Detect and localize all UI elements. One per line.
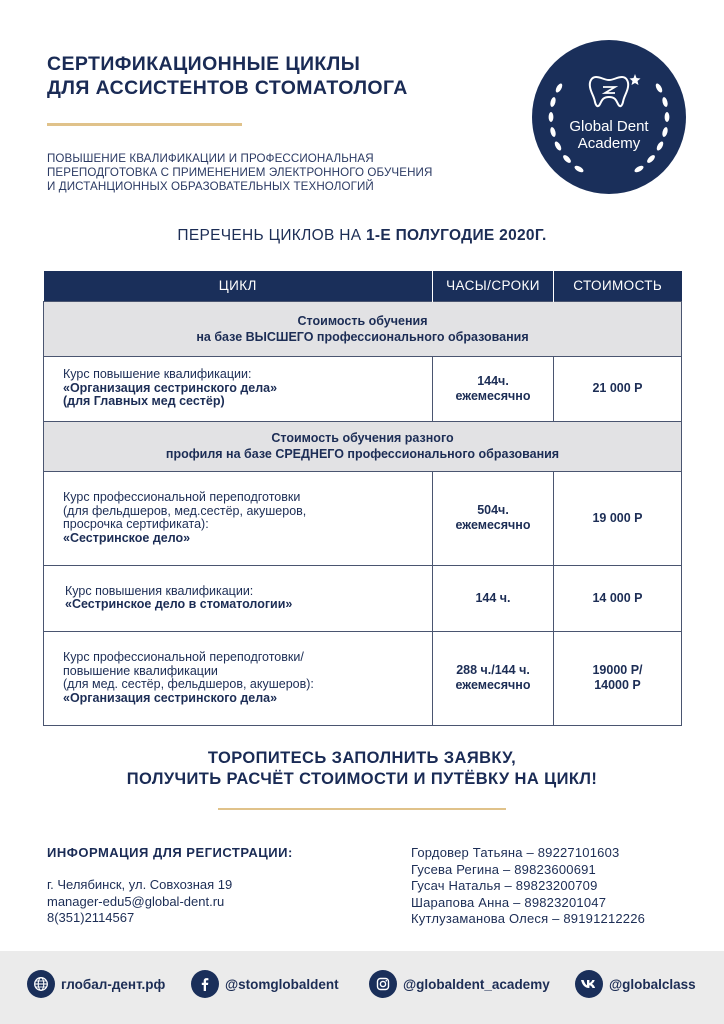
facebook-link[interactable] bbox=[191, 969, 339, 999]
course-text: (для фельдшеров, мед.сестёр, акушеров, bbox=[63, 503, 307, 518]
course-title: «Сестринское дело» bbox=[63, 530, 191, 545]
course-cell bbox=[44, 631, 433, 725]
price-value: 14 000 Р bbox=[592, 590, 643, 605]
cta-line: ПОЛУЧИТЬ РАСЧЁТ СТОИМОСТИ И ПУТЁВКУ НА ЦИКЛ! bbox=[126, 770, 598, 788]
page-subtitle bbox=[47, 152, 507, 194]
section-line: Стоимость обучения bbox=[297, 313, 428, 328]
table-row bbox=[44, 631, 682, 725]
vk-icon bbox=[575, 970, 603, 998]
instagram-icon bbox=[369, 970, 397, 998]
gold-divider bbox=[47, 123, 242, 126]
price-cell bbox=[554, 631, 682, 725]
hours-value: 504ч. bbox=[477, 503, 509, 517]
hours-cell bbox=[433, 631, 554, 725]
course-cell bbox=[44, 471, 433, 565]
course-text: Курс повышение квалификации: bbox=[63, 367, 252, 382]
instagram-label: @globaldent_academy bbox=[403, 976, 550, 992]
title-line: СЕРТИФИКАЦИОННЫЕ ЦИКЛЫ bbox=[47, 53, 361, 75]
hours-value: 288 ч./144 ч. bbox=[456, 663, 530, 677]
course-text: просрочка сертификата): bbox=[63, 517, 209, 531]
hours-cell bbox=[433, 565, 554, 631]
course-cell bbox=[44, 356, 433, 421]
subtitle-line: ПОВЫШЕНИЕ КВАЛИФИКАЦИИ И ПРОФЕССИОНАЛЬНАЯ bbox=[47, 152, 374, 165]
globe-icon bbox=[27, 970, 55, 998]
contact-item: Кутлузаманова Олеся – 89191212226 bbox=[411, 911, 646, 926]
logo-line: Academy bbox=[577, 135, 641, 152]
column-header-cycle: ЦИКЛ bbox=[44, 271, 433, 301]
list-heading-bold: 1-Е ПОЛУГОДИЕ 2020Г. bbox=[365, 227, 547, 244]
title-line: ДЛЯ АССИСТЕНТОВ СТОМАТОЛОГА bbox=[47, 77, 408, 99]
hours-cell bbox=[433, 356, 554, 421]
table-row bbox=[44, 356, 682, 421]
price-cell bbox=[554, 356, 682, 421]
course-text: Курс повышения квалификации: bbox=[65, 583, 254, 598]
page-title bbox=[47, 52, 517, 100]
logo-text bbox=[532, 118, 686, 152]
price-cell bbox=[554, 471, 682, 565]
price-value: 21 000 Р bbox=[592, 381, 643, 395]
tooth-laurel-logo-icon bbox=[532, 40, 686, 194]
registration-info bbox=[47, 877, 232, 927]
contact-item: Шарапова Анна – 89823201047 bbox=[411, 894, 607, 910]
gold-divider bbox=[218, 808, 506, 810]
phone-number[interactable]: 8(351)2114567 bbox=[47, 910, 135, 925]
course-text: (для мед. сестёр, фельдшеров, акушеров): bbox=[63, 677, 314, 691]
price-value: 19000 Р/ bbox=[592, 663, 643, 677]
instagram-link[interactable] bbox=[369, 969, 550, 999]
call-to-action bbox=[0, 748, 724, 790]
cycles-table bbox=[43, 271, 682, 726]
course-title: «Организация сестринского дела» bbox=[63, 690, 278, 705]
hours-value: ежемесячно bbox=[455, 678, 531, 692]
course-text: Курс профессиональной переподготовки/ bbox=[63, 650, 304, 664]
column-header-hours: ЧАСЫ/СРОКИ bbox=[433, 271, 554, 301]
facebook-label: @stomglobaldent bbox=[225, 976, 339, 992]
section-line: профиля на базе СРЕДНЕГО профессионального образования bbox=[165, 447, 560, 461]
list-heading-prefix: ПЕРЕЧЕНЬ ЦИКЛОВ НА bbox=[177, 227, 366, 244]
course-title: (для Главных мед сестёр) bbox=[63, 394, 225, 409]
section-secondary-education bbox=[44, 421, 682, 471]
table-row bbox=[44, 471, 682, 565]
registration-title: ИНФОРМАЦИЯ ДЛЯ РЕГИСТРАЦИИ: bbox=[47, 845, 293, 860]
logo-line: Global Dent bbox=[569, 118, 649, 135]
course-text: Курс профессиональной переподготовки bbox=[63, 490, 301, 504]
hours-value: ежемесячно bbox=[455, 388, 531, 403]
course-title: «Сестринское дело в стоматологии» bbox=[65, 597, 293, 611]
course-text: повышение квалификации bbox=[63, 663, 218, 678]
email-link[interactable]: manager-edu5@global-dent.ru bbox=[47, 893, 225, 909]
hours-value: 144ч. bbox=[477, 373, 509, 388]
section-row bbox=[44, 301, 682, 356]
contact-item: Гордовер Татьяна – 89227101603 bbox=[411, 845, 620, 860]
column-header-price: СТОИМОСТЬ bbox=[554, 271, 682, 301]
vk-link[interactable] bbox=[575, 969, 696, 999]
hours-value: ежемесячно bbox=[455, 518, 531, 532]
vk-label: @globalclass bbox=[609, 976, 696, 992]
cta-line: ТОРОПИТЕСЬ ЗАПОЛНИТЬ ЗАЯВКУ, bbox=[207, 749, 517, 767]
section-row bbox=[44, 421, 682, 471]
section-line: Стоимость обучения разного bbox=[271, 431, 454, 445]
contact-item: Гусева Регина – 89823600691 bbox=[411, 861, 596, 877]
website-link[interactable] bbox=[27, 969, 165, 999]
section-line: на базе ВЫСШЕГО профессионального образования bbox=[196, 329, 529, 344]
global-dent-academy-logo bbox=[532, 40, 686, 194]
website-label: глобал-дент.рф bbox=[61, 976, 166, 992]
price-cell bbox=[554, 565, 682, 631]
price-value: 14000 Р bbox=[594, 678, 641, 692]
hours-cell bbox=[433, 471, 554, 565]
facebook-icon bbox=[191, 970, 219, 998]
subtitle-line: ПЕРЕПОДГОТОВКА С ПРИМЕНЕНИЕМ ЭЛЕКТРОННОГО ОБУЧЕНИЯ bbox=[47, 166, 433, 179]
table-header-row bbox=[44, 271, 682, 301]
section-higher-education bbox=[44, 301, 682, 356]
subtitle-line: И ДИСТАНЦИОННЫХ ОБРАЗОВАТЕЛЬНЫХ ТЕХНОЛОГИЙ bbox=[47, 180, 374, 193]
table-row bbox=[44, 565, 682, 631]
course-cell bbox=[44, 565, 433, 631]
course-title: «Организация сестринского дела» bbox=[63, 380, 278, 395]
contact-item: Гусач Наталья – 89823200709 bbox=[411, 878, 598, 893]
cycles-list-heading bbox=[0, 227, 724, 245]
hours-value: 144 ч. bbox=[475, 590, 511, 605]
contacts-list bbox=[411, 845, 645, 928]
price-value: 19 000 Р bbox=[592, 510, 643, 525]
address: г. Челябинск, ул. Совхозная 19 bbox=[47, 877, 233, 892]
